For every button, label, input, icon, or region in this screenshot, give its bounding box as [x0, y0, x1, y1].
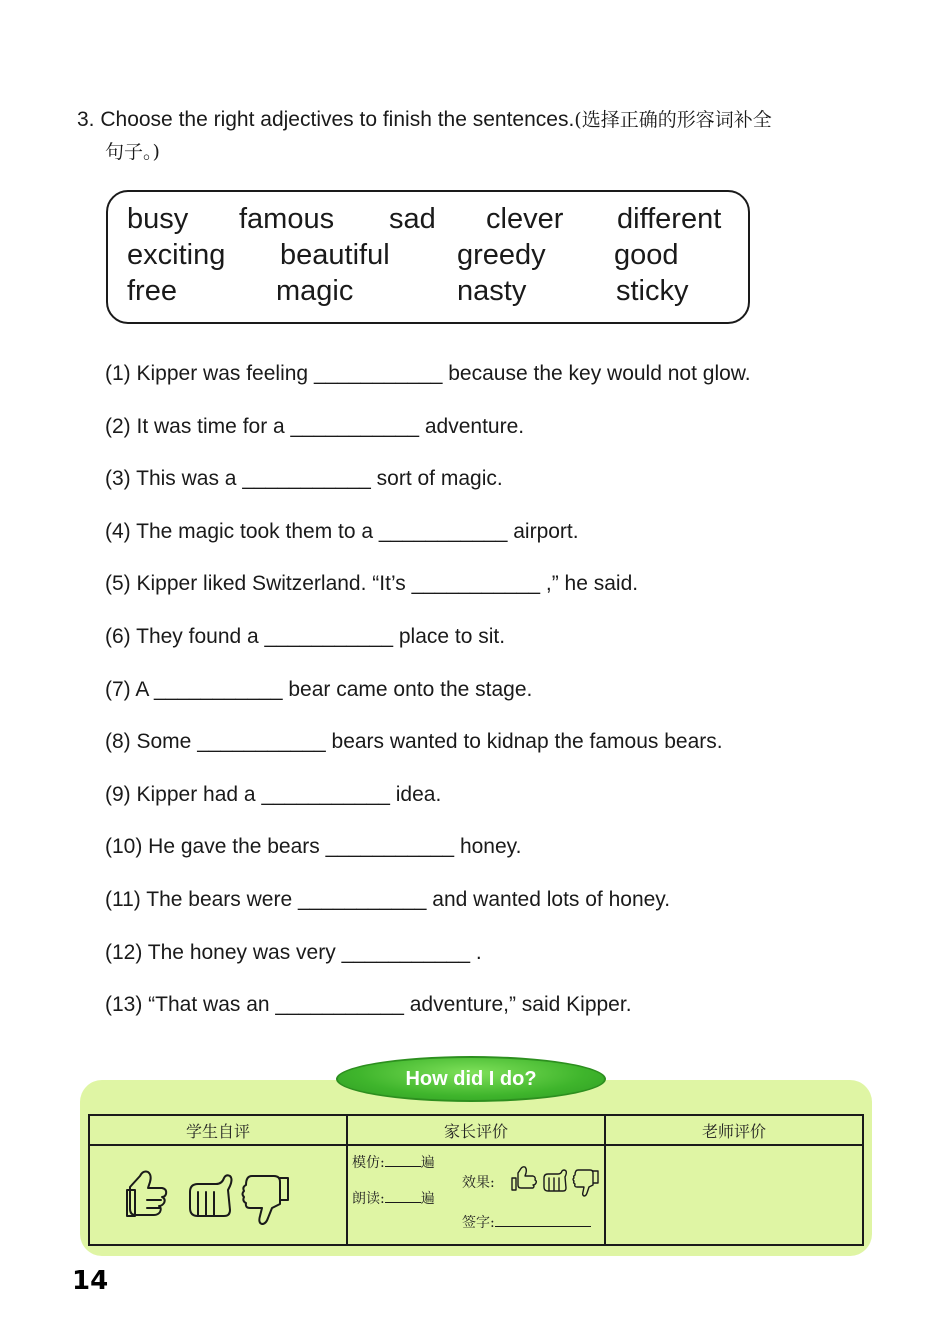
instruction-cn-1: (选择正确的形容词补全 — [574, 109, 772, 131]
read-blank[interactable] — [385, 1190, 421, 1203]
thumbs-sideways-small-icon — [544, 1170, 566, 1191]
word-item: greedy — [457, 239, 546, 271]
answer-blank[interactable]: ___________ — [154, 677, 283, 701]
word-item: sad — [389, 203, 436, 235]
imitate-row: 模仿: 遍 — [352, 1155, 435, 1171]
sign-blank[interactable] — [495, 1214, 591, 1227]
effect-label: 效果: — [462, 1175, 495, 1191]
sentence-item: (2) It was time for a ___________ adventure. — [105, 414, 525, 438]
word-item: busy — [127, 203, 189, 235]
word-item: exciting — [127, 239, 226, 271]
sentence-item: (8) Some ___________ bears wanted to kidnap the famous bears. — [105, 730, 723, 754]
word-bank — [106, 190, 750, 324]
answer-blank[interactable]: ___________ — [275, 993, 404, 1017]
thumbs-down-icon — [243, 1176, 289, 1224]
instruction — [77, 104, 877, 168]
sentence-item: (10) He gave the bears ___________ honey. — [105, 835, 522, 859]
sentence-list — [105, 358, 905, 1042]
word-item: nasty — [457, 275, 527, 307]
word-item: beautiful — [280, 239, 390, 271]
sentence-item: (3) This was a ___________ sort of magic. — [105, 467, 503, 491]
sentence-item: (13) “That was an ___________ adventure,” said Kipper. — [105, 993, 632, 1017]
col-parent: 家长评价 — [347, 1115, 605, 1145]
answer-blank[interactable]: ___________ — [297, 887, 427, 911]
answer-blank[interactable]: ___________ — [242, 467, 371, 491]
word-item: free — [127, 275, 177, 307]
word-item: famous — [239, 203, 335, 235]
evaluation-table — [88, 1114, 864, 1246]
answer-blank[interactable]: ___________ — [264, 624, 394, 648]
teacher-cell[interactable] — [605, 1145, 863, 1245]
answer-blank[interactable]: ___________ — [325, 835, 455, 859]
word-item: good — [614, 239, 679, 271]
thumbs-up-small-icon — [512, 1167, 536, 1190]
word-item: magic — [276, 275, 354, 307]
thumbs-rating-icons[interactable] — [90, 1146, 348, 1244]
sentence-item: (1) Kipper was feeling ___________ because the key would not glow. — [105, 362, 751, 385]
thumbs-up-icon — [127, 1172, 166, 1217]
answer-blank[interactable]: ___________ — [197, 730, 326, 754]
sentence-item: (12) The honey was very ___________ . — [105, 940, 482, 964]
sign-row: 签字: — [462, 1212, 591, 1232]
sentence-item: (5) Kipper liked Switzerland. “It’s ___________ ,” he said. — [105, 572, 639, 596]
page-number: 14 — [72, 1266, 109, 1296]
imitate-blank[interactable] — [385, 1154, 421, 1167]
instruction-text: 3. Choose the right adjectives to finish the sentences. — [77, 108, 575, 131]
thumbs-sideways-icon — [190, 1175, 232, 1216]
thumbs-down-small-icon — [573, 1170, 598, 1196]
student-cell — [89, 1145, 347, 1245]
answer-blank[interactable]: ___________ — [290, 414, 420, 438]
answer-blank[interactable]: ___________ — [411, 572, 541, 596]
sentence-item: (7) A ___________ bear came onto the stage. — [105, 677, 533, 701]
word-item: different — [617, 203, 722, 235]
word-item: clever — [486, 203, 564, 235]
evaluation-title: How did I do? — [336, 1056, 606, 1102]
answer-blank[interactable]: ___________ — [261, 782, 390, 806]
effect-thumbs-icons[interactable] — [506, 1160, 606, 1200]
answer-blank[interactable]: ___________ — [378, 519, 508, 543]
sentence-item: (9) Kipper had a ___________ idea. — [105, 782, 442, 806]
answer-blank[interactable]: ___________ — [313, 362, 443, 385]
word-item: sticky — [616, 275, 689, 307]
sentence-item: (4) The magic took them to a ___________ airport. — [105, 519, 579, 543]
sentence-item: (6) They found a ___________ place to sit. — [105, 624, 506, 648]
sentence-item: (11) The bears were ___________ and wanted lots of honey. — [105, 887, 671, 911]
col-student: 学生自评 — [89, 1115, 347, 1145]
col-teacher: 老师评价 — [605, 1115, 863, 1145]
read-row: 朗读: 遍 — [352, 1191, 435, 1207]
answer-blank[interactable]: ___________ — [341, 940, 471, 964]
instruction-cn-2: 句子。) — [105, 141, 160, 163]
parent-cell — [347, 1145, 605, 1245]
